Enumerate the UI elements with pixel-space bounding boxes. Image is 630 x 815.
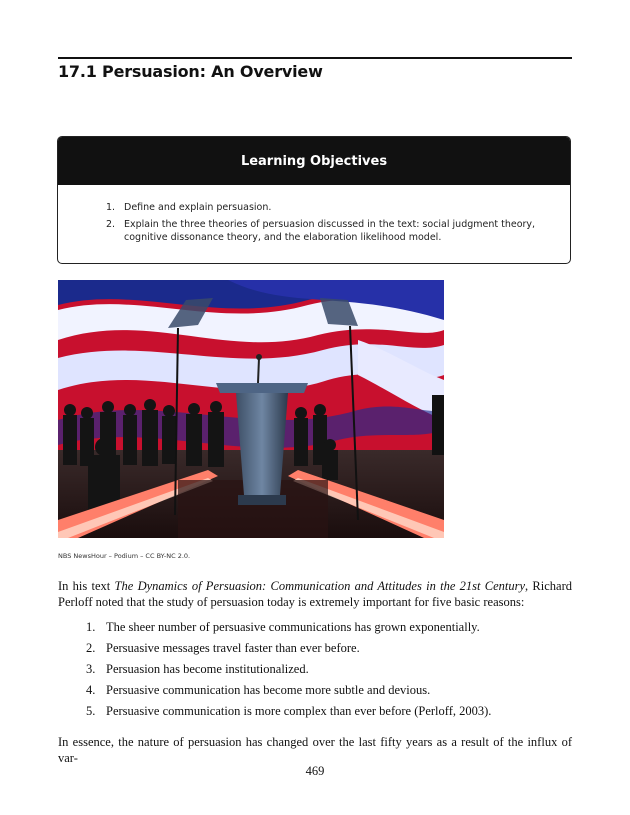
reason-item	[86, 620, 556, 641]
intro-text-before: In his text	[58, 579, 115, 593]
reason-text: The sheer number of persuasive communications has grown exponentially.	[106, 620, 480, 634]
objective-item	[106, 201, 556, 214]
reason-number: 1.	[86, 620, 96, 634]
reasons-list	[86, 620, 556, 725]
learning-objectives-heading: Learning Objectives	[58, 137, 570, 185]
book-title: The Dynamics of Persuasion: Communication and Attitudes in the 21st Century	[114, 579, 526, 593]
reason-text: Persuasive communication has become more subtle and devious.	[106, 683, 431, 697]
reason-text: Persuasive communication is more complex than ever before (Perloff, 2003).	[106, 704, 492, 718]
photo-caption: NBS NewsHour – Podium – CC BY-NC 2.0.	[58, 552, 191, 560]
objective-number: 2.	[106, 219, 116, 230]
objective-number: 1.	[106, 202, 116, 213]
learning-objectives-box	[57, 136, 571, 264]
reason-item	[86, 662, 556, 683]
section-title: 17.1 Persuasion: An Overview	[58, 62, 323, 81]
reason-item	[86, 683, 556, 704]
header-rule	[58, 57, 572, 59]
reason-item	[86, 641, 556, 662]
reason-item	[86, 704, 556, 725]
reason-number: 4.	[86, 683, 96, 697]
objective-text: Explain the three theories of persuasion discussed in the text: social judgment theory, cognitive dissonance theory, and the elaboration likelihood model.	[124, 219, 536, 243]
reason-number: 3.	[86, 662, 96, 676]
objective-text: Define and explain persuasion.	[124, 202, 272, 213]
reason-text: Persuasive messages travel faster than ever before.	[106, 641, 360, 655]
reason-text: Persuasion has become institutionalized.	[106, 662, 309, 676]
learning-objectives-list	[106, 201, 556, 248]
closing-paragraph: In essence, the nature of persuasion has changed over the last fifty years as a result of the influx of var-	[58, 735, 572, 765]
page-number: 469	[305, 764, 325, 778]
objective-item	[106, 218, 556, 244]
reason-number: 2.	[86, 641, 96, 655]
reason-number: 5.	[86, 704, 96, 718]
intro-text-after: , Richard Perloff noted that the study of persuasion today is extremely important for five basic reasons:	[58, 579, 572, 609]
podium-photo-illustration	[58, 280, 444, 538]
intro-paragraph	[58, 578, 572, 610]
podium-photo	[58, 280, 444, 538]
